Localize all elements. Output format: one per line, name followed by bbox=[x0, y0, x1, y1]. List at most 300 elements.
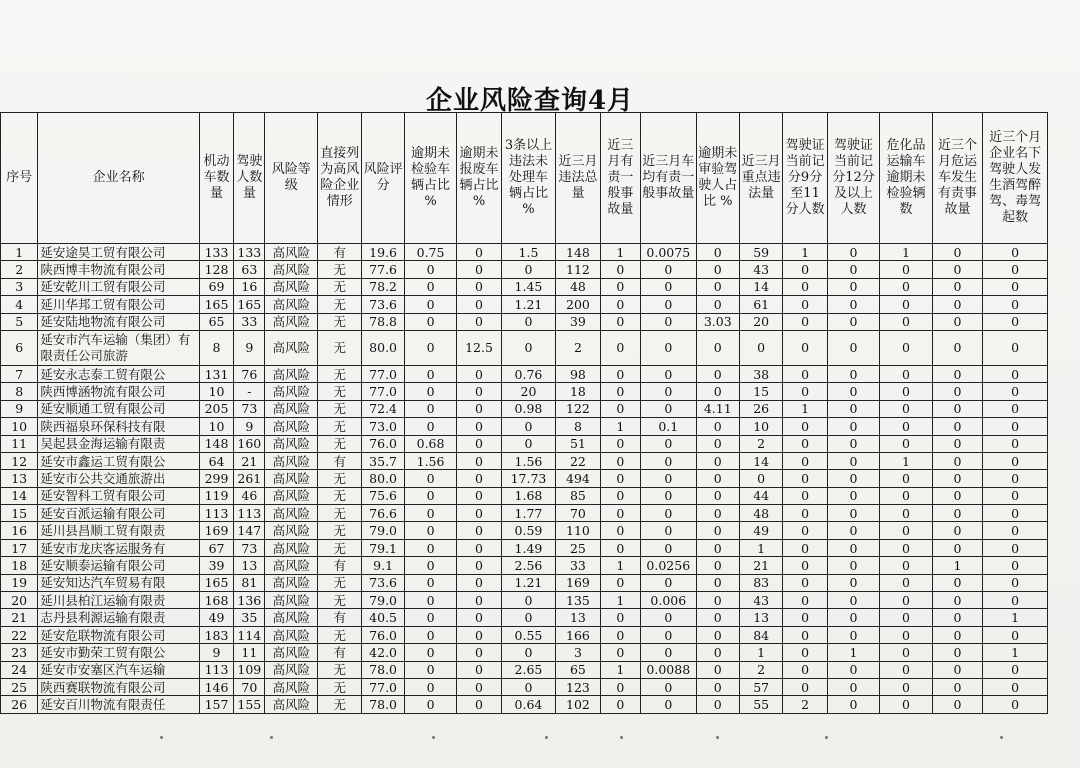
cell-points-9-11: 0 bbox=[783, 313, 827, 330]
cell-risk-score: 73.0 bbox=[362, 418, 404, 435]
cell-points-9-11: 0 bbox=[783, 418, 827, 435]
cell-points-12-plus: 0 bbox=[827, 330, 880, 365]
cell-seq: 19 bbox=[1, 574, 38, 591]
cell-risk-score: 40.5 bbox=[362, 609, 404, 626]
cell-overdue-review-pct: 0 bbox=[696, 261, 739, 278]
cell-company-name: 延安危联物流有限公司 bbox=[38, 626, 200, 643]
table-row bbox=[1, 487, 1048, 504]
cell-overdue-inspection-pct: 0 bbox=[404, 539, 457, 556]
cell-vehicle-count: 64 bbox=[199, 452, 233, 469]
cell-points-12-plus: 0 bbox=[827, 609, 880, 626]
cell-overdue-review-pct: 0 bbox=[696, 661, 739, 678]
cell-dui-count: 0 bbox=[983, 400, 1048, 417]
cell-risk-level: 高风险 bbox=[265, 609, 318, 626]
header-overdue-scrap-pct: 逾期未报废车辆占比 % bbox=[457, 113, 501, 244]
cell-driver-count: 35 bbox=[234, 609, 265, 626]
cell-seq: 1 bbox=[1, 244, 38, 261]
cell-company-name: 延安市龙庆客运服务有 bbox=[38, 539, 200, 556]
cell-overdue-scrap-pct: 0 bbox=[457, 696, 501, 713]
cell-hazmat-accident: 0 bbox=[932, 487, 982, 504]
cell-vehicle-count: 165 bbox=[199, 574, 233, 591]
cell-unresolved-violation-pct: 0 bbox=[501, 609, 556, 626]
cell-seq: 16 bbox=[1, 522, 38, 539]
table-row bbox=[1, 522, 1048, 539]
cell-violation-total: 18 bbox=[556, 383, 600, 400]
table-row bbox=[1, 696, 1048, 713]
cell-dui-count: 0 bbox=[983, 626, 1048, 643]
header-key-violation: 近三月重点违法量 bbox=[739, 113, 782, 244]
cell-hazmat-overdue: 0 bbox=[880, 505, 933, 522]
cell-overdue-review-pct: 0 bbox=[696, 470, 739, 487]
cell-unresolved-violation-pct: 0 bbox=[501, 592, 556, 609]
cell-risk-level: 高风险 bbox=[265, 470, 318, 487]
cell-seq: 9 bbox=[1, 400, 38, 417]
cell-overdue-review-pct: 0 bbox=[696, 574, 739, 591]
cell-points-12-plus: 0 bbox=[827, 365, 880, 382]
cell-risk-level: 高风险 bbox=[265, 557, 318, 574]
cell-overdue-inspection-pct: 0 bbox=[404, 330, 457, 365]
cell-hazmat-accident: 0 bbox=[932, 609, 982, 626]
cell-vehicle-count: 119 bbox=[199, 487, 233, 504]
cell-points-12-plus: 1 bbox=[827, 644, 880, 661]
cell-accident-count: 0 bbox=[600, 505, 640, 522]
cell-accident-count: 0 bbox=[600, 278, 640, 295]
cell-vehicle-count: 65 bbox=[199, 313, 233, 330]
table-row bbox=[1, 296, 1048, 313]
cell-points-9-11: 0 bbox=[783, 487, 827, 504]
cell-violation-total: 102 bbox=[556, 696, 600, 713]
cell-dui-count: 0 bbox=[983, 330, 1048, 365]
cell-direct-high-risk: 无 bbox=[317, 592, 361, 609]
cell-hazmat-accident: 0 bbox=[932, 400, 982, 417]
cell-company-name: 延安百川物流有限责任 bbox=[38, 696, 200, 713]
cell-risk-score: 42.0 bbox=[362, 644, 404, 661]
cell-company-name: 延安智科工贸有限公司 bbox=[38, 487, 200, 504]
cell-company-name: 志丹县利源运输有限责 bbox=[38, 609, 200, 626]
cell-vehicle-count: 146 bbox=[199, 678, 233, 695]
cell-direct-high-risk: 无 bbox=[317, 626, 361, 643]
cell-overdue-scrap-pct: 0 bbox=[457, 435, 501, 452]
cell-unresolved-violation-pct: 1.68 bbox=[501, 487, 556, 504]
cell-points-9-11: 0 bbox=[783, 609, 827, 626]
cell-overdue-review-pct: 0 bbox=[696, 522, 739, 539]
cell-key-violation: 84 bbox=[739, 626, 782, 643]
cell-hazmat-overdue: 0 bbox=[880, 592, 933, 609]
table-row bbox=[1, 261, 1048, 278]
cell-hazmat-overdue: 0 bbox=[880, 626, 933, 643]
table-row bbox=[1, 644, 1048, 661]
cell-driver-count: 136 bbox=[234, 592, 265, 609]
cell-key-violation: 59 bbox=[739, 244, 782, 261]
cell-violation-total: 169 bbox=[556, 574, 600, 591]
cell-hazmat-overdue: 0 bbox=[880, 296, 933, 313]
table-row bbox=[1, 557, 1048, 574]
cell-accident-count: 0 bbox=[600, 470, 640, 487]
cell-violation-total: 51 bbox=[556, 435, 600, 452]
cell-risk-score: 79.0 bbox=[362, 522, 404, 539]
cell-vehicle-count: 183 bbox=[199, 626, 233, 643]
cell-overdue-inspection-pct: 0 bbox=[404, 626, 457, 643]
table-row bbox=[1, 505, 1048, 522]
cell-driver-count: 261 bbox=[234, 470, 265, 487]
cell-overdue-review-pct: 0 bbox=[696, 365, 739, 382]
cell-accident-count: 0 bbox=[600, 696, 640, 713]
cell-points-12-plus: 0 bbox=[827, 244, 880, 261]
cell-risk-level: 高风险 bbox=[265, 296, 318, 313]
cell-dui-count: 0 bbox=[983, 365, 1048, 382]
cell-accident-count: 1 bbox=[600, 244, 640, 261]
cell-vehicle-count: 299 bbox=[199, 470, 233, 487]
cell-accident-count: 0 bbox=[600, 400, 640, 417]
cell-points-12-plus: 0 bbox=[827, 539, 880, 556]
cell-direct-high-risk: 无 bbox=[317, 574, 361, 591]
cell-hazmat-accident: 0 bbox=[932, 470, 982, 487]
cell-vehicle-count: 113 bbox=[199, 661, 233, 678]
cell-unresolved-violation-pct: 1.21 bbox=[501, 574, 556, 591]
cell-driver-count: 113 bbox=[234, 505, 265, 522]
cell-direct-high-risk: 无 bbox=[317, 278, 361, 295]
cell-key-violation: 15 bbox=[739, 383, 782, 400]
table-row bbox=[1, 592, 1048, 609]
cell-hazmat-overdue: 0 bbox=[880, 261, 933, 278]
cell-unresolved-violation-pct: 17.73 bbox=[501, 470, 556, 487]
cell-risk-level: 高风险 bbox=[265, 487, 318, 504]
cell-unresolved-violation-pct: 1.77 bbox=[501, 505, 556, 522]
cell-company-name: 延川县昌顺工贸有限责 bbox=[38, 522, 200, 539]
cell-company-name: 延川县柏江运输有限责 bbox=[38, 592, 200, 609]
cell-overdue-inspection-pct: 0 bbox=[404, 400, 457, 417]
cell-seq: 17 bbox=[1, 539, 38, 556]
cell-hazmat-accident: 0 bbox=[932, 435, 982, 452]
cell-dui-count: 1 bbox=[983, 644, 1048, 661]
cell-key-violation: 38 bbox=[739, 365, 782, 382]
cell-accident-count: 0 bbox=[600, 330, 640, 365]
cell-points-9-11: 0 bbox=[783, 626, 827, 643]
cell-points-12-plus: 0 bbox=[827, 313, 880, 330]
cell-hazmat-accident: 0 bbox=[932, 452, 982, 469]
cell-unresolved-violation-pct: 0.59 bbox=[501, 522, 556, 539]
cell-risk-level: 高风险 bbox=[265, 626, 318, 643]
cell-hazmat-overdue: 0 bbox=[880, 557, 933, 574]
header-seq: 序号 bbox=[1, 113, 38, 244]
cell-key-violation: 14 bbox=[739, 452, 782, 469]
cell-violation-total: 123 bbox=[556, 678, 600, 695]
cell-points-12-plus: 0 bbox=[827, 418, 880, 435]
cell-overdue-review-pct: 0 bbox=[696, 609, 739, 626]
cell-points-9-11: 0 bbox=[783, 261, 827, 278]
cell-overdue-scrap-pct: 0 bbox=[457, 609, 501, 626]
cell-accident-per-vehicle: 0 bbox=[641, 383, 697, 400]
header-points-12-plus: 驾驶证当前记分12分及以上人数 bbox=[827, 113, 880, 244]
cell-points-9-11: 0 bbox=[783, 452, 827, 469]
cell-direct-high-risk: 无 bbox=[317, 261, 361, 278]
cell-points-9-11: 0 bbox=[783, 505, 827, 522]
cell-points-12-plus: 0 bbox=[827, 470, 880, 487]
cell-unresolved-violation-pct: 1.49 bbox=[501, 539, 556, 556]
cell-unresolved-violation-pct: 0.98 bbox=[501, 400, 556, 417]
cell-seq: 22 bbox=[1, 626, 38, 643]
cell-driver-count: 46 bbox=[234, 487, 265, 504]
cell-accident-count: 0 bbox=[600, 261, 640, 278]
cell-direct-high-risk: 无 bbox=[317, 383, 361, 400]
cell-vehicle-count: 10 bbox=[199, 383, 233, 400]
cell-dui-count: 0 bbox=[983, 487, 1048, 504]
cell-unresolved-violation-pct: 0 bbox=[501, 644, 556, 661]
header-dui-count: 近三个月企业名下驾驶人发生酒驾醉驾、毒驾起数 bbox=[983, 113, 1048, 244]
cell-points-9-11: 0 bbox=[783, 644, 827, 661]
cell-accident-count: 0 bbox=[600, 383, 640, 400]
cell-key-violation: 83 bbox=[739, 574, 782, 591]
cell-overdue-inspection-pct: 0 bbox=[404, 696, 457, 713]
cell-points-9-11: 0 bbox=[783, 330, 827, 365]
cell-overdue-inspection-pct: 0 bbox=[404, 383, 457, 400]
cell-seq: 26 bbox=[1, 696, 38, 713]
cell-hazmat-accident: 0 bbox=[932, 383, 982, 400]
cell-driver-count: 13 bbox=[234, 557, 265, 574]
cell-hazmat-overdue: 0 bbox=[880, 400, 933, 417]
cell-accident-per-vehicle: 0.0075 bbox=[641, 244, 697, 261]
cell-direct-high-risk: 无 bbox=[317, 296, 361, 313]
cell-points-12-plus: 0 bbox=[827, 435, 880, 452]
cell-hazmat-overdue: 1 bbox=[880, 244, 933, 261]
cell-hazmat-overdue: 0 bbox=[880, 418, 933, 435]
cell-company-name: 陕西博丰物流有限公司 bbox=[38, 261, 200, 278]
cell-points-12-plus: 0 bbox=[827, 661, 880, 678]
page-title: 企业风险查询4月 bbox=[425, 86, 635, 116]
cell-risk-score: 76.0 bbox=[362, 435, 404, 452]
cell-company-name: 延安市鑫运工贸有限公 bbox=[38, 452, 200, 469]
cell-overdue-inspection-pct: 0.75 bbox=[404, 244, 457, 261]
cell-violation-total: 13 bbox=[556, 609, 600, 626]
cell-risk-level: 高风险 bbox=[265, 574, 318, 591]
cell-hazmat-accident: 0 bbox=[932, 365, 982, 382]
cell-accident-per-vehicle: 0 bbox=[641, 626, 697, 643]
cell-violation-total: 48 bbox=[556, 278, 600, 295]
cell-overdue-inspection-pct: 1.56 bbox=[404, 452, 457, 469]
cell-accident-per-vehicle: 0 bbox=[641, 435, 697, 452]
cell-accident-count: 1 bbox=[600, 557, 640, 574]
cell-accident-per-vehicle: 0 bbox=[641, 609, 697, 626]
cell-hazmat-accident: 0 bbox=[932, 644, 982, 661]
cell-direct-high-risk: 有 bbox=[317, 452, 361, 469]
cell-violation-total: 494 bbox=[556, 470, 600, 487]
cell-violation-total: 8 bbox=[556, 418, 600, 435]
cell-points-12-plus: 0 bbox=[827, 557, 880, 574]
cell-accident-per-vehicle: 0 bbox=[641, 313, 697, 330]
cell-risk-level: 高风险 bbox=[265, 365, 318, 382]
cell-violation-total: 200 bbox=[556, 296, 600, 313]
cell-risk-score: 76.6 bbox=[362, 505, 404, 522]
cell-vehicle-count: 205 bbox=[199, 400, 233, 417]
cell-seq: 20 bbox=[1, 592, 38, 609]
cell-hazmat-overdue: 0 bbox=[880, 383, 933, 400]
cell-hazmat-accident: 0 bbox=[932, 661, 982, 678]
cell-company-name: 吴起县金海运输有限责 bbox=[38, 435, 200, 452]
cell-dui-count: 0 bbox=[983, 313, 1048, 330]
cell-points-12-plus: 0 bbox=[827, 452, 880, 469]
cell-overdue-review-pct: 0 bbox=[696, 592, 739, 609]
cell-accident-per-vehicle: 0 bbox=[641, 452, 697, 469]
cell-points-9-11: 0 bbox=[783, 574, 827, 591]
cell-company-name: 延安途昊工贸有限公司 bbox=[38, 244, 200, 261]
cell-direct-high-risk: 无 bbox=[317, 365, 361, 382]
cell-points-9-11: 0 bbox=[783, 539, 827, 556]
cell-hazmat-accident: 0 bbox=[932, 522, 982, 539]
cell-points-9-11: 0 bbox=[783, 470, 827, 487]
cell-points-12-plus: 0 bbox=[827, 592, 880, 609]
cell-seq: 2 bbox=[1, 261, 38, 278]
cell-accident-count: 0 bbox=[600, 609, 640, 626]
cell-seq: 8 bbox=[1, 383, 38, 400]
cell-dui-count: 0 bbox=[983, 418, 1048, 435]
cell-dui-count: 1 bbox=[983, 609, 1048, 626]
cell-overdue-review-pct: 0 bbox=[696, 487, 739, 504]
cell-points-9-11: 0 bbox=[783, 557, 827, 574]
cell-key-violation: 49 bbox=[739, 522, 782, 539]
cell-risk-score: 78.0 bbox=[362, 696, 404, 713]
cell-points-12-plus: 0 bbox=[827, 678, 880, 695]
cell-violation-total: 2 bbox=[556, 330, 600, 365]
cell-overdue-review-pct: 0 bbox=[696, 418, 739, 435]
cell-overdue-review-pct: 3.03 bbox=[696, 313, 739, 330]
cell-accident-per-vehicle: 0 bbox=[641, 330, 697, 365]
cell-vehicle-count: 39 bbox=[199, 557, 233, 574]
cell-key-violation: 43 bbox=[739, 261, 782, 278]
cell-key-violation: 44 bbox=[739, 487, 782, 504]
cell-points-12-plus: 0 bbox=[827, 696, 880, 713]
cell-direct-high-risk: 无 bbox=[317, 435, 361, 452]
cell-overdue-scrap-pct: 0 bbox=[457, 418, 501, 435]
cell-hazmat-overdue: 0 bbox=[880, 644, 933, 661]
cell-hazmat-overdue: 0 bbox=[880, 330, 933, 365]
cell-direct-high-risk: 无 bbox=[317, 470, 361, 487]
cell-vehicle-count: 165 bbox=[199, 296, 233, 313]
cell-risk-score: 78.8 bbox=[362, 313, 404, 330]
cell-violation-total: 70 bbox=[556, 505, 600, 522]
cell-driver-count: 76 bbox=[234, 365, 265, 382]
header-hazmat-accident: 近三个月危运车发生有责事故量 bbox=[932, 113, 982, 244]
cell-overdue-scrap-pct: 0 bbox=[457, 261, 501, 278]
cell-violation-total: 112 bbox=[556, 261, 600, 278]
cell-risk-score: 75.6 bbox=[362, 487, 404, 504]
cell-seq: 24 bbox=[1, 661, 38, 678]
cell-hazmat-accident: 0 bbox=[932, 418, 982, 435]
cell-unresolved-violation-pct: 0.55 bbox=[501, 626, 556, 643]
cell-overdue-review-pct: 0 bbox=[696, 505, 739, 522]
cell-overdue-scrap-pct: 0 bbox=[457, 278, 501, 295]
cell-hazmat-overdue: 0 bbox=[880, 696, 933, 713]
cell-overdue-review-pct: 0 bbox=[696, 278, 739, 295]
cell-hazmat-accident: 0 bbox=[932, 244, 982, 261]
cell-hazmat-overdue: 0 bbox=[880, 435, 933, 452]
cell-hazmat-overdue: 0 bbox=[880, 313, 933, 330]
cell-overdue-scrap-pct: 0 bbox=[457, 383, 501, 400]
cell-company-name: 延安市安塞区汽车运输 bbox=[38, 661, 200, 678]
cell-overdue-review-pct: 4.11 bbox=[696, 400, 739, 417]
cell-seq: 12 bbox=[1, 452, 38, 469]
cell-points-12-plus: 0 bbox=[827, 505, 880, 522]
cell-company-name: 延安永志泰工贸有限公 bbox=[38, 365, 200, 382]
cell-points-12-plus: 0 bbox=[827, 574, 880, 591]
cell-accident-count: 1 bbox=[600, 592, 640, 609]
table-row bbox=[1, 539, 1048, 556]
cell-accident-per-vehicle: 0 bbox=[641, 539, 697, 556]
cell-overdue-inspection-pct: 0 bbox=[404, 365, 457, 382]
cell-driver-count: 81 bbox=[234, 574, 265, 591]
cell-violation-total: 33 bbox=[556, 557, 600, 574]
cell-accident-per-vehicle: 0 bbox=[641, 470, 697, 487]
cell-risk-score: 79.1 bbox=[362, 539, 404, 556]
cell-overdue-inspection-pct: 0 bbox=[404, 470, 457, 487]
header-driver-count: 驾驶人数量 bbox=[234, 113, 265, 244]
cell-direct-high-risk: 有 bbox=[317, 609, 361, 626]
cell-company-name: 延安知达汽车贸易有限 bbox=[38, 574, 200, 591]
cell-driver-count: 114 bbox=[234, 626, 265, 643]
cell-overdue-inspection-pct: 0 bbox=[404, 261, 457, 278]
cell-seq: 21 bbox=[1, 609, 38, 626]
cell-overdue-inspection-pct: 0 bbox=[404, 505, 457, 522]
cell-driver-count: 21 bbox=[234, 452, 265, 469]
table-row bbox=[1, 609, 1048, 626]
cell-risk-score: 79.0 bbox=[362, 592, 404, 609]
cell-overdue-scrap-pct: 0 bbox=[457, 470, 501, 487]
cell-overdue-scrap-pct: 12.5 bbox=[457, 330, 501, 365]
cell-risk-level: 高风险 bbox=[265, 452, 318, 469]
cell-seq: 10 bbox=[1, 418, 38, 435]
cell-risk-score: 80.0 bbox=[362, 470, 404, 487]
cell-dui-count: 0 bbox=[983, 696, 1048, 713]
cell-overdue-scrap-pct: 0 bbox=[457, 365, 501, 382]
cell-accident-per-vehicle: 0 bbox=[641, 505, 697, 522]
header-unresolved-violation-pct: 3条以上违法未处理车辆占比 % bbox=[501, 113, 556, 244]
cell-seq: 14 bbox=[1, 487, 38, 504]
table-row bbox=[1, 313, 1048, 330]
cell-overdue-inspection-pct: 0 bbox=[404, 522, 457, 539]
cell-accident-per-vehicle: 0 bbox=[641, 278, 697, 295]
cell-overdue-inspection-pct: 0 bbox=[404, 313, 457, 330]
cell-driver-count: 160 bbox=[234, 435, 265, 452]
cell-violation-total: 98 bbox=[556, 365, 600, 382]
cell-vehicle-count: 157 bbox=[199, 696, 233, 713]
cell-risk-score: 76.0 bbox=[362, 626, 404, 643]
cell-hazmat-accident: 0 bbox=[932, 261, 982, 278]
cell-points-9-11: 1 bbox=[783, 400, 827, 417]
cell-vehicle-count: 8 bbox=[199, 330, 233, 365]
cell-overdue-review-pct: 0 bbox=[696, 626, 739, 643]
cell-company-name: 延安市勤荣工贸有限公 bbox=[38, 644, 200, 661]
cell-points-9-11: 0 bbox=[783, 365, 827, 382]
cell-driver-count: 109 bbox=[234, 661, 265, 678]
cell-direct-high-risk: 无 bbox=[317, 522, 361, 539]
cell-company-name: 延安陆地物流有限公司 bbox=[38, 313, 200, 330]
cell-unresolved-violation-pct: 0.76 bbox=[501, 365, 556, 382]
cell-hazmat-accident: 0 bbox=[932, 678, 982, 695]
cell-driver-count: 33 bbox=[234, 313, 265, 330]
cell-accident-per-vehicle: 0 bbox=[641, 487, 697, 504]
cell-points-9-11: 0 bbox=[783, 383, 827, 400]
cell-dui-count: 0 bbox=[983, 435, 1048, 452]
cell-vehicle-count: 113 bbox=[199, 505, 233, 522]
cell-dui-count: 0 bbox=[983, 522, 1048, 539]
cell-key-violation: 10 bbox=[739, 418, 782, 435]
cell-seq: 3 bbox=[1, 278, 38, 295]
cell-accident-per-vehicle: 0 bbox=[641, 678, 697, 695]
header-direct-high-risk: 直接列为高风险企业情形 bbox=[317, 113, 361, 244]
cell-seq: 7 bbox=[1, 365, 38, 382]
cell-overdue-review-pct: 0 bbox=[696, 557, 739, 574]
cell-dui-count: 0 bbox=[983, 678, 1048, 695]
cell-key-violation: 26 bbox=[739, 400, 782, 417]
